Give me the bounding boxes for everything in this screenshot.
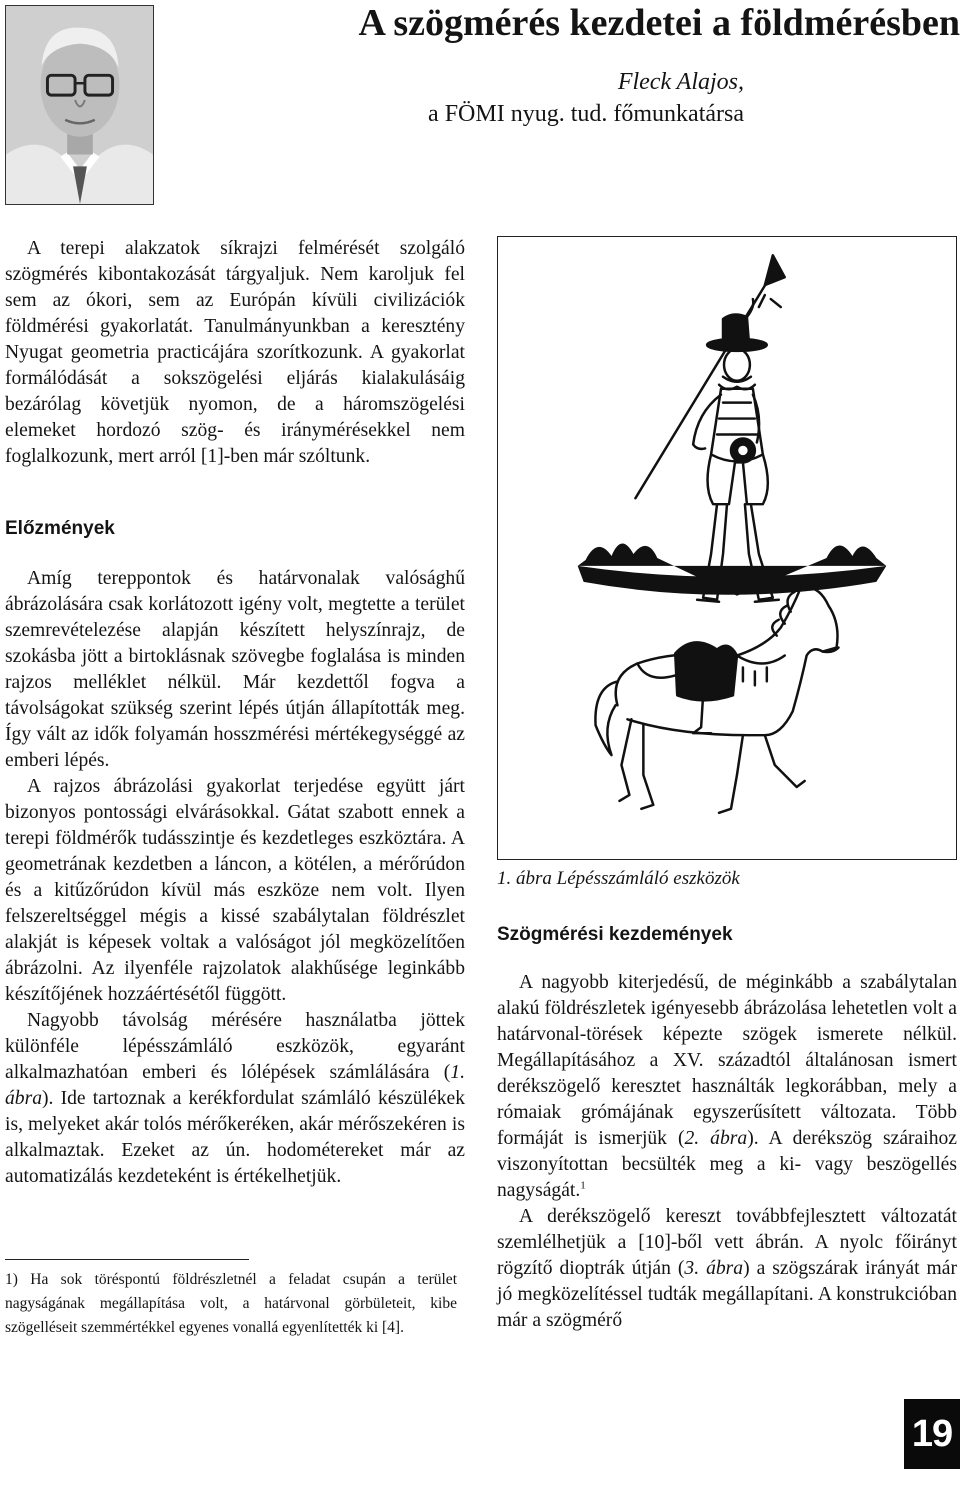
figure-caption: 1. ábra Lépésszámláló eszközök bbox=[497, 868, 740, 889]
text-run: A nagyobb kiterjedésű, de méginkább a szabálytalan alakú földrészletek igényesebb ábrázolása lehetetlen volt a határvonal-törések képezte szögek ismerete nélkül. Megállapításához a XV. századtól általánosan ismert derékszögelő keresztet használták legkorábban, mely a rómaiak grómájának egyszerűsített változata. Több formáját is ismerjük ( bbox=[497, 972, 957, 1149]
text-run: A derékszögelő kereszt továbbfejlesztett változatát szemlélhetjük a [10]-ből vett ábrán. A nyolc főirányt rögzítő dioptrák útján ( bbox=[497, 1206, 957, 1279]
author-block bbox=[300, 66, 744, 130]
body-paragraph: A rajzos ábrázolási gyakorlat terjedése együtt járt bizonyos pontossági elvárásokkal. Gátat szabott ennek a terepi földmérők tudásszintje és kezdetleges eszköztára. A geometrának kezdetben a láncon, a kötélen, a mérőrúdon és a kitűzőrúdon kívül más eszköze nem volt. Ilyen felszereltséggel mégis a kissé szabálytalan földrészlet alakját is képesek voltak a valóságot jól megközelítően ábrázolni. Az ilyenféle rajzolatok alakhűsége leginkább készítőjének hozzáértésétől függött. bbox=[5, 776, 465, 1005]
intro-paragraph: A terepi alakzatok síkrajzi felmérését szolgáló szögmérés kibontakozását tárgyaljuk. Nem karoljuk fel sem az ókori, sem az Európán kívüli civilizációk földmérési gyakorlatát. Tanulmányunkban a keresztény Nyugat geometria practicájára szorítkozunk. A gyakorlat formálódását a sokszögelési eljárás kialakulásáig bezárólag követjük nyomon, de a háromszögelési elemeket hordozó szög- és iránymérésekkel nem foglalkozunk, mert arról [1]-ben már szóltunk. bbox=[5, 238, 465, 467]
footnote-marker[interactable]: 1 bbox=[580, 1179, 586, 1192]
intro-paragraph-block bbox=[5, 236, 465, 470]
figure-reference[interactable]: 1. ábra bbox=[5, 1062, 465, 1109]
figure-reference[interactable]: 3. ábra bbox=[684, 1258, 744, 1279]
body-paragraph: Amíg tereppontok és határvonalak valósághű ábrázolására csak korlátozott igény volt, megtette a terület szemrevételezése alapján készített helyszínrajz, de szokásba jött a birtoklásnak szövegbe foglalása is minden rajzos melléklet nélkül. Már kezdettől fogva a távolságokat szükség szerint lépés útján állapították meg. Így vált az idők folyamán hosszmérési mértékegységgé az emberi lépés. bbox=[5, 568, 465, 771]
figure-reference[interactable]: 2. ábra bbox=[684, 1128, 748, 1149]
page-number-tab: 19 bbox=[904, 1399, 960, 1469]
woodcut-illustration bbox=[498, 237, 956, 859]
article-title: A szögmérés kezdetei a földmérésben bbox=[358, 2, 960, 44]
right-column-body bbox=[497, 970, 957, 1334]
footnote-divider bbox=[5, 1259, 249, 1260]
author-portrait bbox=[5, 5, 154, 205]
figure-pedometer-illustration bbox=[497, 236, 957, 860]
body-paragraph bbox=[497, 1204, 957, 1334]
footnote: 1) Ha sok töréspontú földrészletnél a feladat csupán a terület nagyságának megállapítása volt, a határvonal görbületeit, kibe szögelléseit szemmértékkel egyenes vonallá egyenlítették ki [4]. bbox=[5, 1271, 457, 1336]
body-paragraph bbox=[5, 1008, 465, 1190]
left-column-body bbox=[5, 566, 465, 1190]
section-heading-elozmenyek: Előzmények bbox=[5, 518, 115, 539]
text-run: Nagyobb távolság mérésére használatba jöttek különféle lépésszámláló eszközök, egyaránt alkalmazhatóan emberi és lólépések számlálására ( bbox=[5, 1010, 465, 1083]
section-heading-szogmeresi-kezdemenyek: Szögmérési kezdemények bbox=[497, 924, 733, 945]
text-run: ). Ide tartoznak a kerékfordulat számláló készülékek is, melyeket akár tolós mérőkeréken, akár mérőszekéren is alkalmaztak. Ezeket az ún. hodométereket már az automatizálás kezdeteként is értékelhetjük. bbox=[5, 1088, 465, 1187]
author-name: Fleck Alajos, bbox=[617, 69, 744, 95]
author-role: a FÖMI nyug. tud. főmunkatársa bbox=[428, 101, 744, 127]
body-paragraph bbox=[497, 970, 957, 1204]
text-run: ) a szögszárak irányát már jó megközelítéssel tudták megállapítani. A konstrukcióban már a szögmérő bbox=[497, 1258, 957, 1331]
text-run: ). A derékszög száraihoz viszonyítottan becsülték meg a ki- vagy beszögellés nagyságát. bbox=[497, 1128, 957, 1201]
